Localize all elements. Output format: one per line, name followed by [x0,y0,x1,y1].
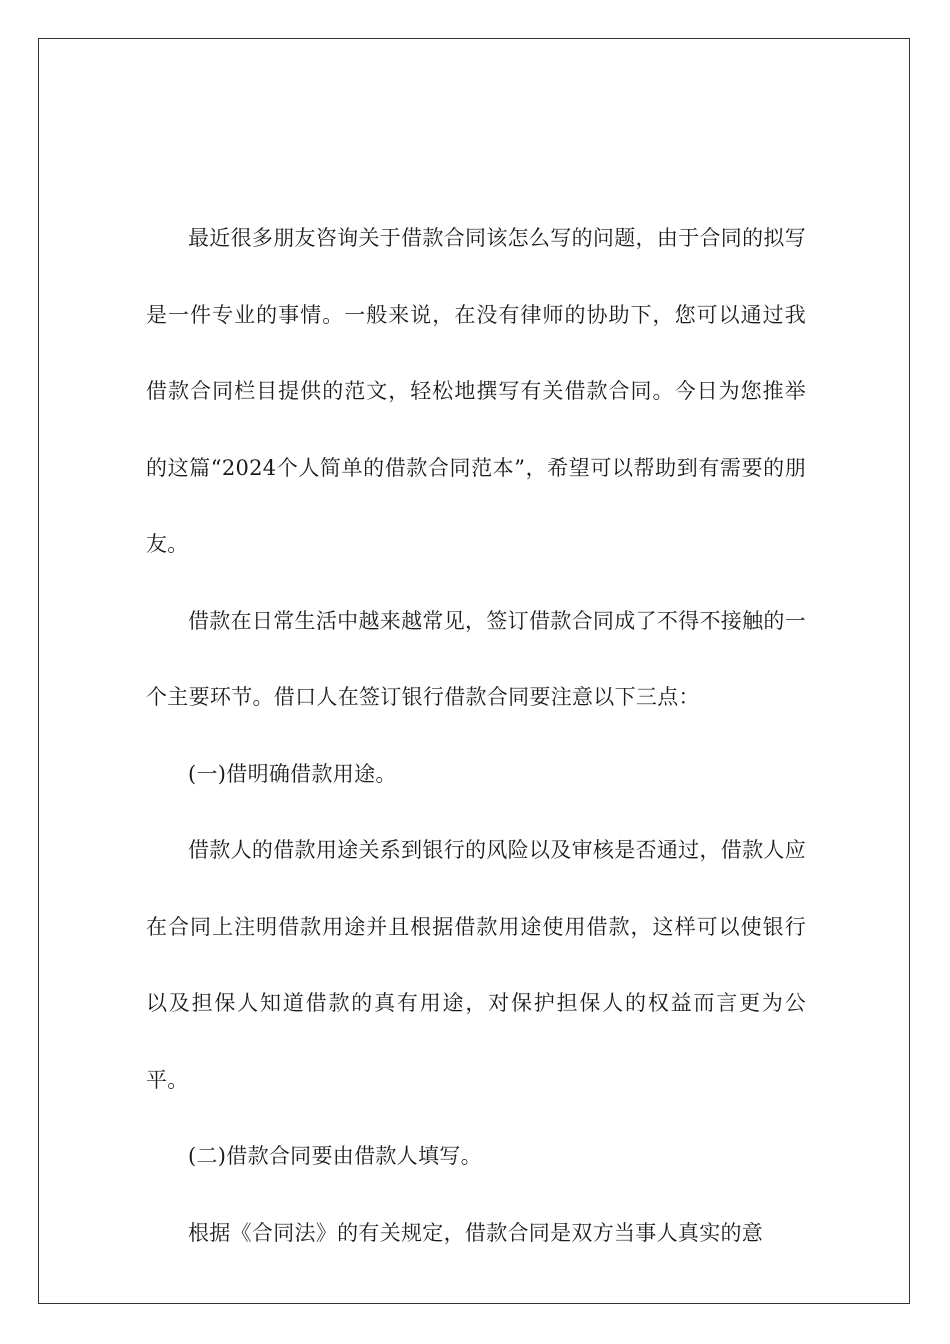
paragraph-point-one-body: 借款人的借款用途关系到银行的风险以及审核是否通过，借款人应在合同上注明借款用途并且根据借款用途使用借款，这样可以使银行以及担保人知道借款的真有用途，对保护担保人的权益而言更为公平。 [146,838,806,1092]
paragraph-point-two-heading: (二)借款合同要由借款人填写。 [188,1144,482,1168]
paragraph-intro: 最近很多朋友咨询关于借款合同该怎么写的问题，由于合同的拟写是一件专业的事情。一般来说，在没有律师的协助下，您可以通过我借款合同栏目提供的范文，轻松地撰写有关借款合同。今日为您推举的这篇“2024个人简单的借款合同范本”，希望可以帮助到有需要的朋友。 [146,226,806,556]
paragraph-point-two-body: 根据《合同法》的有关规定，借款合同是双方当事人真实的意 [188,1220,764,1245]
paragraph-point-one-heading: (一)借明确借款用途。 [188,761,397,786]
paragraph-loan-common: 借款在日常生活中越来越常见，签订借款合同成了不得不接触的一个主要环节。借口人在签订银行借款合同要注意以下三点： [146,608,806,709]
document-body [146,200,806,1271]
